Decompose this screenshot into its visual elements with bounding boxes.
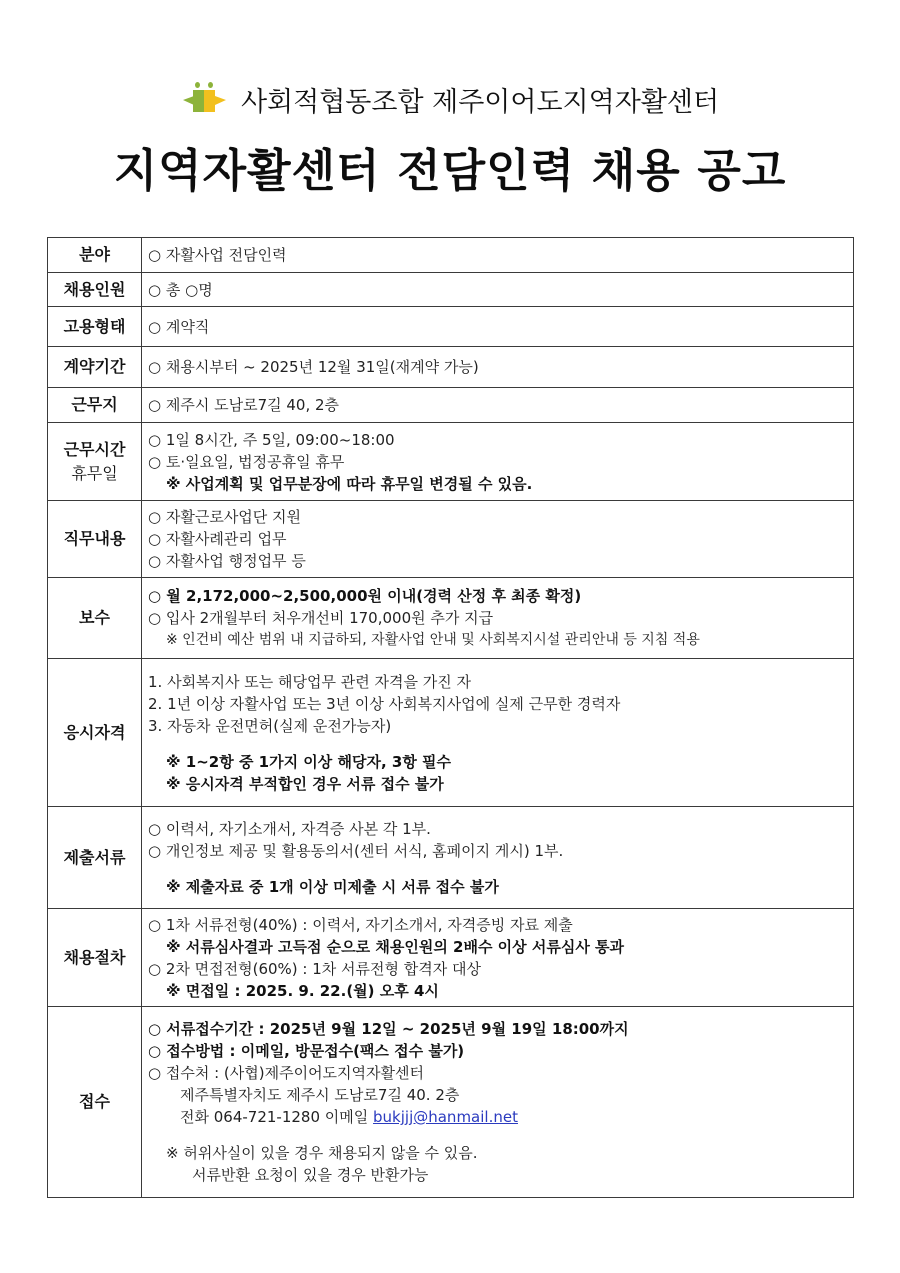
application-place: ○ 접수처 : (사협)제주이어도지역자활센터 — [148, 1064, 424, 1082]
row-workplace — [48, 388, 854, 423]
row-label: 근무시간 — [63, 439, 126, 459]
document-item: ○ 이력서, 자기소개서, 자격증 사본 각 1부. — [148, 819, 431, 838]
row-work-hours — [48, 423, 854, 501]
row-field — [48, 238, 854, 273]
cooperative-logo-icon — [181, 82, 227, 116]
row-contract-period — [48, 347, 854, 388]
workplace-value: ○ 제주시 도남로7길 40, 2층 — [148, 396, 340, 414]
row-label: 채용인원 — [48, 273, 142, 307]
row-qualifications — [48, 659, 854, 807]
application-period: ○ 서류접수기간 : 2025년 9월 12일 ~ 2025년 9월 19일 18:00까지 — [148, 1020, 629, 1038]
application-address: 제주특별자치도 제주시 도남로7길 40. 2층 — [180, 1086, 460, 1104]
row-label: 보수 — [48, 578, 142, 659]
row-label: 근무지 — [48, 388, 142, 423]
row-duties — [48, 501, 854, 578]
qualification-note: ※ 응시자격 부적합인 경우 서류 접수 불가 — [166, 774, 444, 793]
email-link[interactable]: bukjjj@hanmail.net — [373, 1108, 518, 1126]
document-item: ○ 개인정보 제공 및 활용동의서(센터 서식, 홈페이지 게시) 1부. — [148, 841, 564, 860]
row-label: 채용절차 — [48, 909, 142, 1007]
holiday-line: ○ 토·일요일, 법정공휴일 휴무 — [148, 452, 345, 471]
procedure-step: ○ 2차 면접전형(60%) : 1차 서류전형 합격자 대상 — [148, 959, 482, 978]
organization-line — [0, 78, 900, 120]
procedure-step: ○ 1차 서류전형(40%) : 이력서, 자기소개서, 자격증빙 자료 제출 — [148, 915, 573, 934]
row-label-sub: 휴무일 — [71, 463, 118, 483]
row-procedure — [48, 909, 854, 1007]
phone-text: 전화 064-721-1280 이메일 — [180, 1108, 374, 1126]
documents-note: ※ 제출자료 중 1개 이상 미제출 시 서류 접수 불가 — [166, 877, 499, 896]
salary-range: ○ 월 2,172,000~2,500,000원 이내(경력 산정 후 최종 확정) — [148, 587, 582, 605]
duty-item: ○ 자활사업 행정업무 등 — [148, 552, 306, 570]
page-title: 지역자활센터 전담인력 채용 공고 — [113, 144, 787, 197]
row-headcount — [48, 273, 854, 307]
qualification-item: 1. 사회복지사 또는 해당업무 관련 자격을 가진 자 — [148, 672, 471, 691]
procedure-note: ※ 서류심사결과 고득점 순으로 채용인원의 2배수 이상 서류심사 통과 — [166, 937, 625, 956]
holiday-note: ※ 사업계획 및 업무분장에 따라 휴무일 변경될 수 있음. — [166, 474, 533, 493]
duty-item: ○ 자활사례관리 업무 — [148, 530, 287, 548]
row-salary — [48, 578, 854, 659]
row-label: 응시자격 — [48, 659, 142, 807]
row-documents — [48, 807, 854, 909]
field-value: ○ 자활사업 전담인력 — [148, 246, 287, 264]
row-label: 계약기간 — [48, 347, 142, 388]
row-label: 분야 — [48, 238, 142, 273]
false-info-note: ※ 허위사실이 있을 경우 채용되지 않을 수 있음. — [166, 1144, 478, 1162]
interview-date: ※ 면접일 : 2025. 9. 22.(월) 오후 4시 — [166, 981, 439, 1000]
row-application — [48, 1007, 854, 1198]
qualification-item: 2. 1년 이상 자활사업 또는 3년 이상 사회복지사업에 실제 근무한 경력자 — [148, 694, 621, 713]
notice-header — [0, 78, 900, 199]
headcount-value: ○ 총 ○명 — [148, 280, 213, 299]
salary-allowance: ○ 입사 2개월부터 처우개선비 170,000원 추가 지급 — [148, 609, 494, 627]
salary-note: ※ 인건비 예산 범위 내 지급하되, 자활사업 안내 및 사회복지시설 관리안내 등 지침 적용 — [166, 632, 700, 648]
row-label: 제출서류 — [48, 807, 142, 909]
contract-period-value: ○ 채용시부터 ~ 2025년 12월 31일(재계약 가능) — [148, 358, 479, 376]
organization-name: 사회적협동조합 제주이어도지역자활센터 — [240, 86, 720, 118]
work-hours-line: ○ 1일 8시간, 주 5일, 09:00~18:00 — [148, 430, 395, 449]
duty-item: ○ 자활근로사업단 지원 — [148, 508, 302, 526]
recruitment-table — [47, 237, 854, 1198]
row-label: 고용형태 — [48, 307, 142, 347]
qualification-item: 3. 자동차 운전면허(실제 운전가능자) — [148, 716, 392, 735]
qualification-note: ※ 1~2항 중 1가지 이상 해당자, 3항 필수 — [166, 752, 452, 771]
application-method: ○ 접수방법 : 이메일, 방문접수(팩스 접수 불가) — [148, 1042, 465, 1060]
document-return-note: 서류반환 요청이 있을 경우 반환가능 — [192, 1166, 429, 1184]
employment-type-value: ○ 계약직 — [148, 317, 210, 336]
row-employment-type — [48, 307, 854, 347]
row-label: 직무내용 — [48, 501, 142, 578]
application-contact — [148, 1106, 847, 1128]
row-label: 접수 — [48, 1007, 142, 1198]
